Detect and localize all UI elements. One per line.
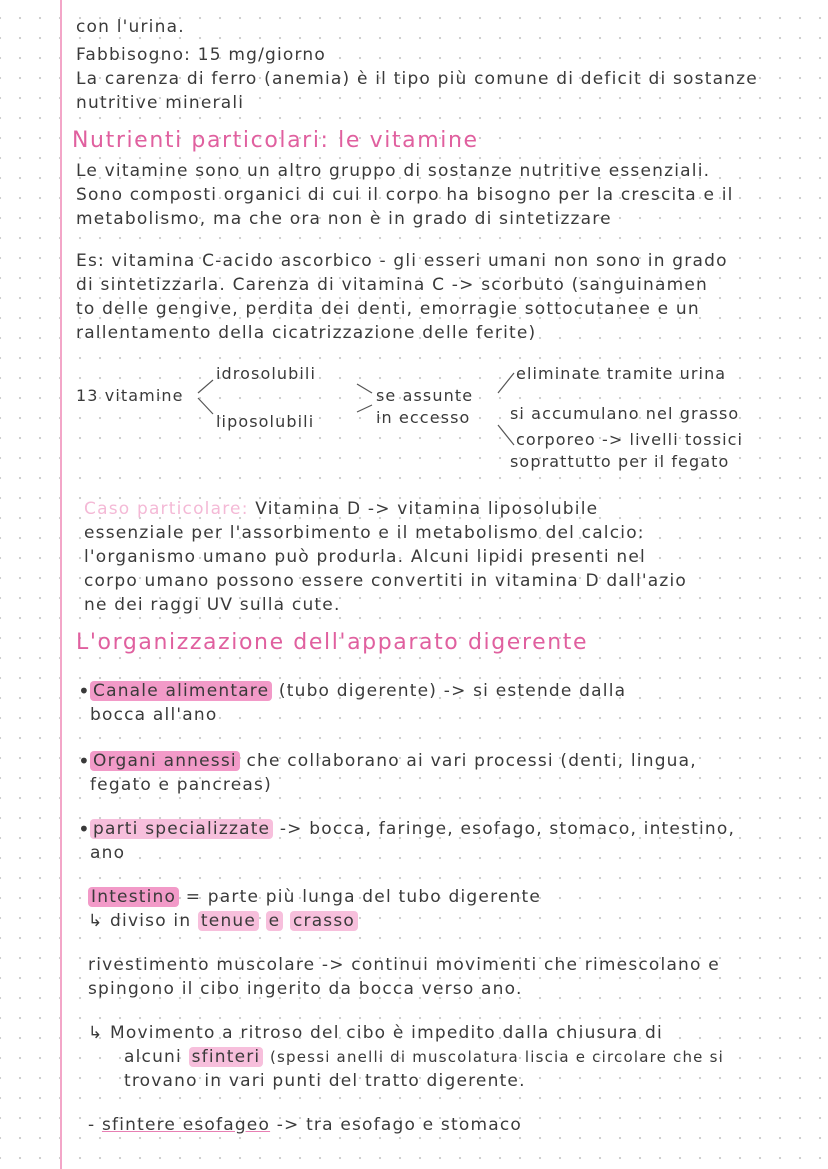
vitamins-p2-line-2: di sintetizzarla. Carenza di vitamina C -> scorbuto (sanguinamen xyxy=(76,275,708,295)
intestino-e: e xyxy=(266,911,284,931)
intro-line-2: Fabbisogno: 15 mg/giorno xyxy=(76,45,326,65)
intestino-line-2-prefix: ↳ diviso in xyxy=(88,911,192,931)
intro-line-4: nutritive minerali xyxy=(76,93,245,113)
intro-line-3: La carenza di ferro (anemia) è il tipo più comune di deficit di sostanze xyxy=(76,69,758,89)
bullet-1-term: Canale alimentare xyxy=(90,681,272,701)
intestino-tenue: tenue xyxy=(198,911,259,931)
tree-outcome-1: eliminate tramite urina xyxy=(516,364,727,383)
intro-line-1: con l'urina. xyxy=(76,17,185,37)
bullet-1-rest: (tubo digerente) -> si estende dalla xyxy=(278,681,627,701)
case-line-1-text: Vitamina D -> vitamina liposolubile xyxy=(255,499,599,519)
bullet-3-rest: -> bocca, faringe, esofago, stomaco, intestino, xyxy=(279,819,736,839)
case-line-5: ne dei raggi UV sulla cute. xyxy=(84,595,341,615)
movimento-sfinteri: sfinteri xyxy=(189,1047,264,1067)
tree-idrosolubili: idrosolubili xyxy=(216,364,317,383)
bullet-3-line-1 xyxy=(90,818,735,840)
tree-outcome-3: corporeo -> livelli tossici xyxy=(516,430,744,449)
case-line-2: essenziale per l'assorbimento e il metabolismo del calcio: xyxy=(84,523,645,543)
intestino-rest: = parte più lunga del tubo digerente xyxy=(185,887,542,907)
vitamins-p1-line-1: Le vitamine sono un altro gruppo di sostanze nutritive essenziali. xyxy=(76,161,711,181)
digestive-heading: L'organizzazione dell'apparato digerente xyxy=(76,630,589,655)
sfintere-term: sfintere esofageo xyxy=(101,1115,271,1135)
bullet-2-line-2: fegato e pancreas) xyxy=(90,775,272,795)
bullet-dot-3: • xyxy=(78,817,90,841)
bullet-3-term: parti specializzate xyxy=(90,819,273,839)
bullet-2-line-1 xyxy=(90,750,697,772)
vitamins-p1-line-3: metabolismo, ma che ora non è in grado di sintetizzare xyxy=(76,209,612,229)
tree-condition-2: in eccesso xyxy=(376,408,471,427)
movimento-rest: (spessi anelli di muscolatura liscia e circolare che si xyxy=(269,1048,724,1066)
movimento-line-1: ↳ Movimento a ritroso del cibo è impedito dalla chiusura di xyxy=(88,1023,663,1043)
bullet-2-term: Organi annessi xyxy=(90,751,240,771)
movimento-line-2 xyxy=(124,1046,724,1068)
case-label: Caso particolare: xyxy=(84,499,249,519)
bullet-dot-2: • xyxy=(78,749,90,773)
bullet-1-line-1 xyxy=(90,680,626,702)
movimento-line-3: trovano in vari punti del tratto digerente. xyxy=(124,1071,526,1091)
tree-root: 13 vitamine xyxy=(76,386,184,405)
intestino-line-1 xyxy=(88,886,541,908)
bullet-3-line-2: ano xyxy=(90,843,126,863)
bullet-1-line-2: bocca all'ano xyxy=(90,705,218,725)
case-line-4: corpo umano possono essere convertiti in vitamina D dall'azio xyxy=(84,571,688,591)
sfintere-rest: -> tra esofago e stomaco xyxy=(276,1115,522,1135)
case-line-1 xyxy=(84,498,598,520)
rivestimento-line-2: spingono il cibo ingerito da bocca verso ano. xyxy=(88,979,523,999)
vitamins-p2-line-3: to delle gengive, perdita dei denti, emorragie sottocutanee e un xyxy=(76,299,700,319)
tree-liposolubili: liposolubili xyxy=(216,412,315,431)
rivestimento-line-1: rivestimento muscolare -> continui movimenti che rimescolano e xyxy=(88,955,720,975)
bullet-dot-1: • xyxy=(78,679,90,703)
bullet-2-rest: che collaborano ai vari processi (denti, lingua, xyxy=(246,751,697,771)
sfintere-line xyxy=(88,1114,522,1136)
tree-condition-1: se assunte xyxy=(376,386,474,405)
intestino-crasso: crasso xyxy=(290,911,358,931)
case-line-3: l'organismo umano può produrla. Alcuni lipidi presenti nel xyxy=(84,547,646,567)
vitamins-p2-line-4: rallentamento della cicatrizzazione delle ferite) xyxy=(76,323,537,343)
intestino-term: Intestino xyxy=(88,887,179,907)
sfintere-dash: - xyxy=(88,1115,96,1135)
intestino-line-2 xyxy=(88,910,358,932)
movimento-prefix: alcuni xyxy=(124,1047,182,1067)
tree-outcome-4: soprattutto per il fegato xyxy=(510,452,730,471)
vitamins-p1-line-2: Sono composti organici di cui il corpo ha bisogno per la crescita e il xyxy=(76,185,734,205)
vitamins-heading: Nutrienti particolari: le vitamine xyxy=(72,128,479,153)
tree-outcome-2: si accumulano nel grasso xyxy=(510,404,740,423)
vitamins-p2-line-1: Es: vitamina C-acido ascorbico - gli esseri umani non sono in grado xyxy=(76,251,728,271)
